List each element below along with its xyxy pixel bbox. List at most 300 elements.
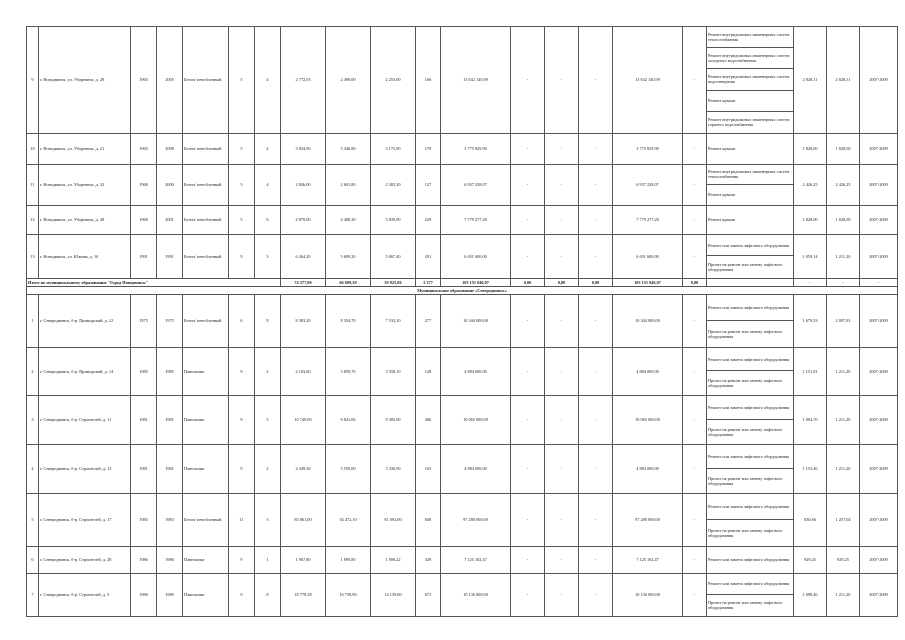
- cell-entrances: 2: [255, 444, 281, 493]
- total-f2: 0,00: [545, 278, 579, 286]
- cell-material: Панельные: [183, 444, 229, 493]
- cell-f3: -: [579, 444, 613, 493]
- cell-p1: 1 679,53: [794, 294, 827, 347]
- cell-floors: 9: [229, 347, 255, 395]
- cell-address: г. Северодвинск, б-р. Приморский, д. 12: [39, 294, 131, 347]
- section-title: Муниципальное образование «Северодвинск»: [27, 286, 898, 294]
- cell-cost-total: 4 884 000,00: [441, 444, 511, 493]
- cell-year-built: 1980: [131, 573, 157, 616]
- cell-p2: 1 211,20: [827, 347, 860, 395]
- table-row: [27, 546, 898, 573]
- cell-p2: 1 211,20: [827, 395, 860, 444]
- work-item: Ремонт или замена лифтового оборудования: [707, 494, 793, 520]
- cell-f3: -: [579, 395, 613, 444]
- total-area-useful: 59 825,86: [371, 278, 416, 286]
- cell-area-living: 1 899,80: [326, 546, 371, 573]
- cell-f4: 10 065 000,00: [613, 395, 683, 444]
- cell-works: [707, 133, 794, 164]
- table-row: [27, 205, 898, 234]
- cell-year-work: 1980: [157, 573, 183, 616]
- cell-residents: 229: [416, 205, 441, 234]
- cell-residents: 406: [416, 395, 441, 444]
- cell-address: г. Новодвинск, ул. Уборевича, д. 32: [39, 164, 131, 205]
- cell-works: [707, 205, 794, 234]
- cell-f4: 3 775 829,90: [613, 133, 683, 164]
- cell-num: 7: [27, 573, 39, 616]
- cell-address: г. Северодвинск, б-р. Строителей, д. 13: [39, 444, 131, 493]
- cell-area-total: 1 967,80: [281, 546, 326, 573]
- cell-works: [707, 444, 794, 493]
- cell-entrances: 3: [255, 493, 281, 546]
- table-row: [27, 493, 898, 546]
- cell-floors: 9: [229, 444, 255, 493]
- cell-f3: -: [579, 546, 613, 573]
- cell-cost-total: 10 065 000,00: [441, 395, 511, 444]
- cell-works: [707, 546, 794, 573]
- work-item: Ремонт или замена лифтового оборудования: [707, 348, 793, 372]
- cell-residents: 277: [416, 294, 441, 347]
- cell-f3: -: [579, 133, 613, 164]
- cell-f5: -: [683, 27, 707, 134]
- cell-cost-total: 4 884 000,00: [441, 347, 511, 395]
- total-works-empty: [707, 278, 794, 286]
- cell-entrances: 4: [255, 133, 281, 164]
- work-item: Ремонт или замена лифтового оборудования: [708, 557, 790, 563]
- cell-num: 11: [27, 164, 39, 205]
- cell-area-total: 2 846,00: [281, 164, 326, 205]
- cell-residents: 329: [416, 546, 441, 573]
- cell-area-useful: 81 092,00: [371, 493, 416, 546]
- cell-entrances: 4: [255, 164, 281, 205]
- cell-f1: -: [511, 133, 545, 164]
- cell-p1: 1 828,00: [794, 205, 827, 234]
- cell-period: 2007-2009: [860, 395, 898, 444]
- cell-f5: -: [683, 133, 707, 164]
- cell-area-useful: 2 253,00: [371, 27, 416, 134]
- work-item: Ремонт внутридомовых инженерных систем холодного водоснабжения: [707, 48, 793, 69]
- cell-address: г. Северодвинск, б-р. Строителей, д. 5: [39, 573, 131, 616]
- cell-cost-total: 3 775 829,90: [441, 133, 511, 164]
- cell-num: 4: [27, 444, 39, 493]
- work-item: Ремонт крыши: [708, 146, 736, 152]
- cell-f5: -: [683, 395, 707, 444]
- cell-area-useful: 9 305,00: [371, 395, 416, 444]
- cell-cost-total: 10 136 000,00: [441, 573, 511, 616]
- cell-area-useful: 3 175,80: [371, 133, 416, 164]
- cell-year-work: 1983: [157, 493, 183, 546]
- cell-year-built: 1965: [131, 133, 157, 164]
- cell-material: Бетон/ пеноблочный: [183, 234, 229, 278]
- cell-cost-total: 13 632 140,99: [441, 27, 511, 134]
- cell-year-work: 2001: [157, 205, 183, 234]
- cell-f1: -: [511, 164, 545, 205]
- cell-f1: -: [511, 234, 545, 278]
- cell-area-living: 34 472,10: [326, 493, 371, 546]
- total-f1: 0,00: [511, 278, 545, 286]
- cell-area-useful: 2 383,20: [371, 164, 416, 205]
- cell-area-total: 85 861,00: [281, 493, 326, 546]
- cell-works: [707, 347, 794, 395]
- cell-material: Бетон/ пеноблочный: [183, 133, 229, 164]
- cell-f5: -: [683, 164, 707, 205]
- cell-area-useful: 1 906,22: [371, 546, 416, 573]
- cell-num: 3: [27, 395, 39, 444]
- cell-cost-total: 7 125 102,47: [441, 546, 511, 573]
- cell-works: [707, 493, 794, 546]
- cell-f4: 4 884 000,00: [613, 444, 683, 493]
- cell-area-living: 4 408,30: [326, 205, 371, 234]
- cell-period: 2007-2009: [860, 444, 898, 493]
- cell-residents: 848: [416, 493, 441, 546]
- cell-p2: 1 211,20: [827, 234, 860, 278]
- cell-f3: -: [579, 347, 613, 395]
- cell-period: 2007-2009: [860, 234, 898, 278]
- cell-entrances: 1: [255, 546, 281, 573]
- total-row: [27, 278, 898, 286]
- cell-works: [707, 395, 794, 444]
- cell-p2: 929,25: [827, 546, 860, 573]
- cell-f5: -: [683, 234, 707, 278]
- cell-p1: 1 059,14: [794, 234, 827, 278]
- cell-works: [707, 234, 794, 278]
- cell-f2: -: [545, 294, 579, 347]
- work-item: Ремонт крыши: [707, 91, 793, 112]
- cell-f2: -: [545, 444, 579, 493]
- cell-period: 2007-2009: [860, 133, 898, 164]
- cell-f5: -: [683, 573, 707, 616]
- cell-area-total: 3 834,90: [281, 133, 326, 164]
- cell-year-built: 1981: [131, 444, 157, 493]
- cell-p2: 2 426,25: [827, 164, 860, 205]
- cell-year-built: 1985: [131, 347, 157, 395]
- cell-address: г. Новодвинск, ул. Уборевича, д. 21: [39, 133, 131, 164]
- cell-residents: 170: [416, 133, 441, 164]
- cell-p2: 1 211,20: [827, 444, 860, 493]
- cell-num: 2: [27, 347, 39, 395]
- cell-material: Бетон/ пеноблочный: [183, 164, 229, 205]
- cell-year-built: 1991: [131, 234, 157, 278]
- table-row: [27, 294, 898, 347]
- cell-f2: -: [545, 493, 579, 546]
- cell-f3: -: [579, 493, 613, 546]
- total-f3: 0,00: [579, 278, 613, 286]
- work-item: Проект на ремонт или замену лифтового оборудования: [708, 475, 783, 486]
- cell-p1: 2 828,11: [794, 27, 827, 134]
- cell-year-built: 1968: [131, 205, 157, 234]
- cell-year-built: 1968: [131, 164, 157, 205]
- cell-area-living: 16 739,90: [326, 573, 371, 616]
- work-item: Проект на ремонт или замену лифтового оборудования: [708, 600, 783, 611]
- total-area-total: 74 377,00: [281, 278, 326, 286]
- work-item: Ремонт крыши: [708, 217, 736, 223]
- cell-works: [707, 573, 794, 616]
- work-item: Ремонт или замена лифтового оборудования: [707, 235, 793, 257]
- cell-year-built: 1983: [131, 493, 157, 546]
- cell-cost-total: 10 344 000,00: [441, 294, 511, 347]
- cell-period: 2007-2009: [860, 493, 898, 546]
- section-header-row: [27, 286, 898, 294]
- total-p2: -: [827, 278, 860, 286]
- table-row: [27, 133, 898, 164]
- cell-p2: 1 828,00: [827, 205, 860, 234]
- cell-year-work: 1981: [157, 395, 183, 444]
- cell-num: 9: [27, 27, 39, 134]
- cell-area-useful: 3 336,90: [371, 444, 416, 493]
- work-item: Проект на ремонт или замену лифтового оборудования: [708, 527, 783, 538]
- cell-f2: -: [545, 395, 579, 444]
- cell-year-work: 1986: [157, 546, 183, 573]
- cell-year-work: 2008: [157, 133, 183, 164]
- work-item: Проект на ремонт или замену лифтового оборудования: [708, 328, 783, 339]
- cell-f2: -: [545, 546, 579, 573]
- cell-f4: 10 344 000,00: [613, 294, 683, 347]
- cell-num: 1: [27, 294, 39, 347]
- cell-address: г. Северодвинск, б-р. Строителей, д. 17: [39, 493, 131, 546]
- cell-area-useful: 3 839,90: [371, 205, 416, 234]
- cell-material: Панельные: [183, 573, 229, 616]
- work-item: Ремонт внутридомовых инженерных систем горячего водоснабжения: [708, 117, 790, 128]
- cell-year-built: 1986: [131, 546, 157, 573]
- cell-entrances: 6: [255, 205, 281, 234]
- cell-num: 10: [27, 133, 39, 164]
- cell-area-useful: 3 558,10: [371, 347, 416, 395]
- cell-f2: -: [545, 573, 579, 616]
- cell-p2: 2 828,11: [827, 27, 860, 134]
- cell-f2: -: [545, 205, 579, 234]
- cell-p1: 1 151,81: [794, 347, 827, 395]
- cell-floors: 6: [229, 294, 255, 347]
- repair-program-table: [26, 26, 898, 617]
- cell-entrances: 2: [255, 347, 281, 395]
- total-cost-total: 103 151 046,07: [441, 278, 511, 286]
- cell-works: [707, 294, 794, 347]
- cell-year-built: 1981: [131, 395, 157, 444]
- total-label: Итого по муниципальному образованию "Город Новодвинск": [27, 278, 281, 286]
- cell-p1: 830,66: [794, 493, 827, 546]
- cell-period: 2007-2009: [860, 573, 898, 616]
- cell-f3: -: [579, 234, 613, 278]
- cell-num: 6: [27, 546, 39, 573]
- cell-material: Бетон/ пеноблочный: [183, 27, 229, 134]
- cell-cost-total: 6 937 228,07: [441, 164, 511, 205]
- cell-f3: -: [579, 205, 613, 234]
- cell-f1: -: [511, 294, 545, 347]
- cell-year-work: 2005: [157, 27, 183, 134]
- cell-floors: 5: [229, 27, 255, 134]
- cell-f4: 6 651 600,00: [613, 234, 683, 278]
- cell-cost-total: 6 651 600,00: [441, 234, 511, 278]
- cell-f5: -: [683, 347, 707, 395]
- cell-f2: -: [545, 234, 579, 278]
- cell-material: Бетон/ пеноблочный: [183, 294, 229, 347]
- table-row: [27, 234, 898, 278]
- cell-period: 2007-2009: [860, 27, 898, 134]
- work-item: Ремонт внутридомовых инженерных систем водоотведения: [707, 69, 793, 90]
- cell-residents: 127: [416, 164, 441, 205]
- cell-residents: 128: [416, 347, 441, 395]
- cell-period: 2007-2009: [860, 546, 898, 573]
- work-item: Ремонт или замена лифтового оборудования: [707, 396, 793, 420]
- cell-p1: 1 828,00: [794, 133, 827, 164]
- cell-area-living: 3 346,80: [326, 133, 371, 164]
- cell-area-total: 4 349,30: [281, 444, 326, 493]
- cell-area-total: 8 383,20: [281, 294, 326, 347]
- cell-f1: -: [511, 347, 545, 395]
- cell-floors: 9: [229, 234, 255, 278]
- cell-floors: 9: [229, 546, 255, 573]
- cell-f4: 97 280 000,00: [613, 493, 683, 546]
- cell-period: 2007-2009: [860, 294, 898, 347]
- total-period: -: [860, 278, 898, 286]
- cell-f1: -: [511, 444, 545, 493]
- cell-address: г. Северодвинск, б-р. Строителей, д. 11: [39, 395, 131, 444]
- cell-area-living: 8 354,70: [326, 294, 371, 347]
- cell-year-work: 1975: [157, 294, 183, 347]
- cell-f4: 13 632 140,99: [613, 27, 683, 134]
- total-residents: 3 377: [416, 278, 441, 286]
- cell-material: Панельные: [183, 395, 229, 444]
- cell-f2: -: [545, 27, 579, 134]
- cell-f5: -: [683, 546, 707, 573]
- work-item: Проект на ремонт или замену лифтового оборудования: [708, 426, 783, 437]
- cell-material: Бетон/ пеноблочный: [183, 205, 229, 234]
- cell-period: 2007-2009: [860, 164, 898, 205]
- cell-floors: 11: [229, 493, 255, 546]
- cell-area-living: 2 499,00: [326, 27, 371, 134]
- cell-f4: 10 136 000,00: [613, 573, 683, 616]
- cell-f1: -: [511, 27, 545, 134]
- cell-area-living: 9 841,06: [326, 395, 371, 444]
- work-item: Проект на ремонт или замену лифтового оборудования: [708, 262, 783, 273]
- cell-f4: 6 937 228,07: [613, 164, 683, 205]
- cell-f2: -: [545, 347, 579, 395]
- cell-f4: 4 884 000,00: [613, 347, 683, 395]
- cell-entrances: 5: [255, 395, 281, 444]
- work-item: Ремонт внутридомовых инженерных систем теплоснабжения: [707, 27, 793, 48]
- cell-year-work: 1981: [157, 444, 183, 493]
- cell-address: г. Северодвинск, б-р. Приморский, д. 14: [39, 347, 131, 395]
- cell-area-total: 2 772,03: [281, 27, 326, 134]
- work-item: Ремонт внутридомовых инженерных систем теплоснабжения: [707, 165, 793, 185]
- cell-f3: -: [579, 294, 613, 347]
- cell-residents: 163: [416, 444, 441, 493]
- cell-f2: -: [545, 133, 579, 164]
- cell-works: [707, 164, 794, 205]
- cell-entrances: 8: [255, 294, 281, 347]
- work-item: Ремонт крыши: [708, 192, 736, 198]
- cell-area-useful: 14 139,80: [371, 573, 416, 616]
- cell-entrances: 4: [255, 27, 281, 134]
- cell-area-total: 10 740,00: [281, 395, 326, 444]
- cell-year-built: 1965: [131, 27, 157, 134]
- cell-year-built: 1975: [131, 294, 157, 347]
- cell-f5: -: [683, 294, 707, 347]
- table-row: [27, 395, 898, 444]
- table-row: [27, 164, 898, 205]
- table-row: [27, 27, 898, 134]
- cell-floors: 9: [229, 395, 255, 444]
- cell-area-total: 18 778,38: [281, 573, 326, 616]
- cell-area-useful: 7 533,10: [371, 294, 416, 347]
- total-f5: 0,00: [683, 278, 707, 286]
- cell-f3: -: [579, 573, 613, 616]
- cell-area-living: 5 609,20: [326, 234, 371, 278]
- cell-area-living: 2 601,80: [326, 164, 371, 205]
- cell-entrances: 8: [255, 573, 281, 616]
- cell-f5: -: [683, 444, 707, 493]
- cell-address: г. Новодвинск, ул. Уборевича, д. 28: [39, 27, 131, 134]
- cell-residents: 166: [416, 27, 441, 134]
- cell-address: г. Новодвинск, ул. Уборевича, д. 48: [39, 205, 131, 234]
- cell-entrances: 3: [255, 234, 281, 278]
- cell-year-work: 1991: [157, 234, 183, 278]
- cell-f3: -: [579, 27, 613, 134]
- cell-works: [707, 27, 794, 134]
- cell-f1: -: [511, 573, 545, 616]
- work-item: Ремонт или замена лифтового оборудования: [707, 295, 793, 321]
- cell-material: Панельные: [183, 546, 229, 573]
- cell-area-living: 3 859,70: [326, 347, 371, 395]
- cell-num: 13: [27, 234, 39, 278]
- cell-address: г. Северодвинск, б-р. Строителей, д. 28: [39, 546, 131, 573]
- cell-f4: 7 125 102,47: [613, 546, 683, 573]
- cell-p2: 2 097,81: [827, 294, 860, 347]
- cell-area-total: 4 870,00: [281, 205, 326, 234]
- table-row: [27, 347, 898, 395]
- cell-p1: 1 153,46: [794, 444, 827, 493]
- cell-area-total: 6 264,20: [281, 234, 326, 278]
- cell-f2: -: [545, 164, 579, 205]
- cell-p2: 1 828,00: [827, 133, 860, 164]
- work-item: Ремонт или замена лифтового оборудования: [707, 445, 793, 469]
- cell-f1: -: [511, 205, 545, 234]
- cell-material: Бетон/ пеноблочный: [183, 493, 229, 546]
- work-item: Ремонт или замена лифтового оборудования: [707, 574, 793, 595]
- cell-cost-total: 7 779 277,28: [441, 205, 511, 234]
- cell-floors: 5: [229, 164, 255, 205]
- cell-f5: -: [683, 205, 707, 234]
- total-f4: 103 151 046,07: [613, 278, 683, 286]
- table-row: [27, 573, 898, 616]
- cell-p1: 1 004,70: [794, 395, 827, 444]
- cell-residents: 291: [416, 234, 441, 278]
- cell-floors: 5: [229, 205, 255, 234]
- cell-area-useful: 5 067,40: [371, 234, 416, 278]
- total-p1: -: [794, 278, 827, 286]
- cell-f1: -: [511, 546, 545, 573]
- cell-p2: 1 257,04: [827, 493, 860, 546]
- cell-f3: -: [579, 164, 613, 205]
- cell-year-work: 2009: [157, 164, 183, 205]
- cell-num: 5: [27, 493, 39, 546]
- cell-residents: 673: [416, 573, 441, 616]
- cell-period: 2007-2009: [860, 347, 898, 395]
- work-item: Проект на ремонт или замену лифтового оборудования: [708, 378, 783, 389]
- cell-num: 12: [27, 205, 39, 234]
- cell-area-total: 4 103,60: [281, 347, 326, 395]
- total-area-living: 66 699,30: [326, 278, 371, 286]
- cell-floors: 9: [229, 573, 255, 616]
- document-page: [26, 26, 888, 617]
- cell-f1: -: [511, 395, 545, 444]
- cell-p2: 1 211,20: [827, 573, 860, 616]
- cell-address: г. Новодвинск, ул. Южная, д. 10: [39, 234, 131, 278]
- cell-p1: 1 098,46: [794, 573, 827, 616]
- cell-p1: 929,25: [794, 546, 827, 573]
- cell-f5: -: [683, 493, 707, 546]
- cell-p1: 2 426,25: [794, 164, 827, 205]
- cell-f1: -: [511, 493, 545, 546]
